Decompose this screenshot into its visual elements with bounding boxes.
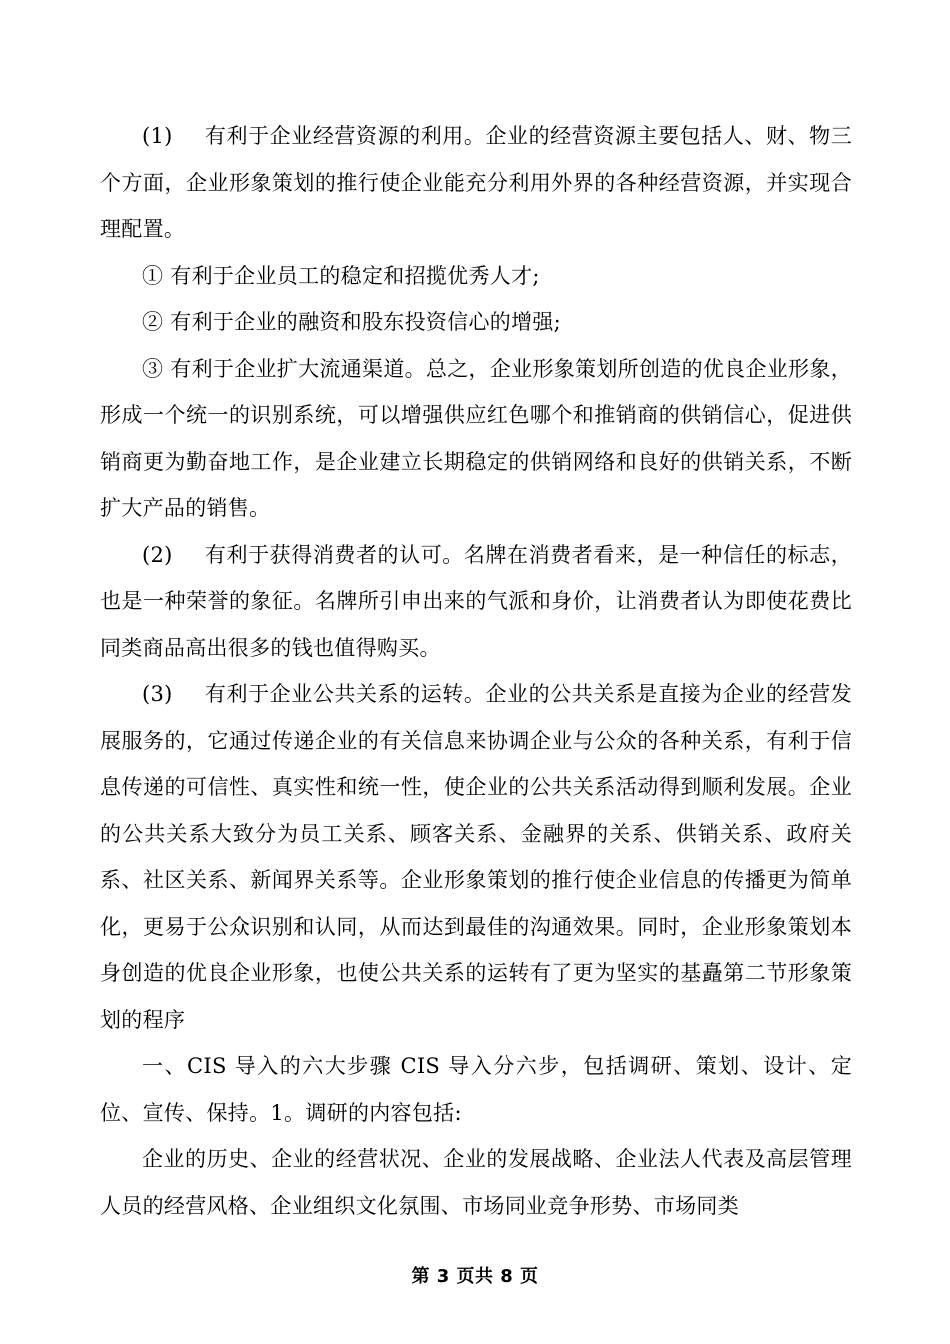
paragraph-text: 一、CIS 导入的六大步骤 CIS 导入分六步，包括调研、策划、设计、定位、宣传、保持。1。调研的内容包括: bbox=[100, 1054, 852, 1125]
paragraph-text: 有利于企业经营资源的利用。企业的经营资源主要包括人、财、物三个方面，企业形象策划的推行使企业能充分利用外界的各种经营资源，并实现合理配置。 bbox=[100, 124, 852, 241]
paragraph-marker: (1) bbox=[142, 124, 173, 148]
page-footer: 第 3 页共 8 页 bbox=[411, 1266, 539, 1287]
paragraph-text: ② 有利于企业的融资和股东投资信心的增强; bbox=[142, 310, 562, 334]
paragraph-text: 企业的历史、企业的经营状况、企业的发展战略、企业法人代表及高层管理人员的经营风格、企业组织文化氛围、市场同业竞争形势、市场同类 bbox=[100, 1147, 852, 1218]
paragraph-text: ① 有利于企业员工的稳定和招揽优秀人才; bbox=[142, 263, 540, 288]
paragraph-5 bbox=[100, 532, 852, 672]
paragraph-marker: (3) bbox=[142, 682, 173, 706]
paragraph-marker: (2) bbox=[142, 542, 173, 567]
paragraph-1 bbox=[100, 113, 852, 253]
paragraph-text: ③ 有利于企业扩大流通渠道。总之，企业形象策划所创造的优良企业形象，形成一个统一的识别系统，可以增强供应红色哪个和推销商的供销信心，促进供销商更为勤奋地工作，是企业建立长期稳定的供销网络和良好的供销关系，不断扩大产品的销售。 bbox=[100, 356, 852, 520]
paragraph-3 bbox=[100, 299, 852, 346]
document-body bbox=[100, 113, 852, 1229]
paragraph-text: 有利于企业公共关系的运转。企业的公共关系是直接为企业的经营发展服务的，它通过传递企业的有关信息来协调企业与公众的各种关系，有利于信息传递的可信性、真实性和统一性，使企业的公共关系活动得到顺利发展。企业的公共关系大致分为员工关系、顾客关系、金融界的关系、供销关系、政府关系、社区关系、新闻界关系等。企业形象策划的推行使企业信息的传播更为简单化，更易于公众识别和认同，从而达到最佳的沟通效果。同时，企业形象策划本身创造的优良企业形象，也使公共关系的运转有了更为坚实的基矗第二节形象策划的程序 bbox=[100, 682, 852, 1032]
paragraph-4 bbox=[100, 346, 852, 532]
paragraph-2 bbox=[100, 253, 852, 300]
paragraph-8 bbox=[100, 1136, 852, 1229]
paragraph-text: 有利于获得消费者的认可。名牌在消费者看来，是一种信任的标志，也是一种荣誉的象征。名牌所引申出来的气派和身价，让消费者认为即使花费比同类商品高出很多的钱也值得购买。 bbox=[100, 542, 852, 660]
paragraph-7 bbox=[100, 1043, 852, 1136]
paragraph-6 bbox=[100, 671, 852, 1043]
